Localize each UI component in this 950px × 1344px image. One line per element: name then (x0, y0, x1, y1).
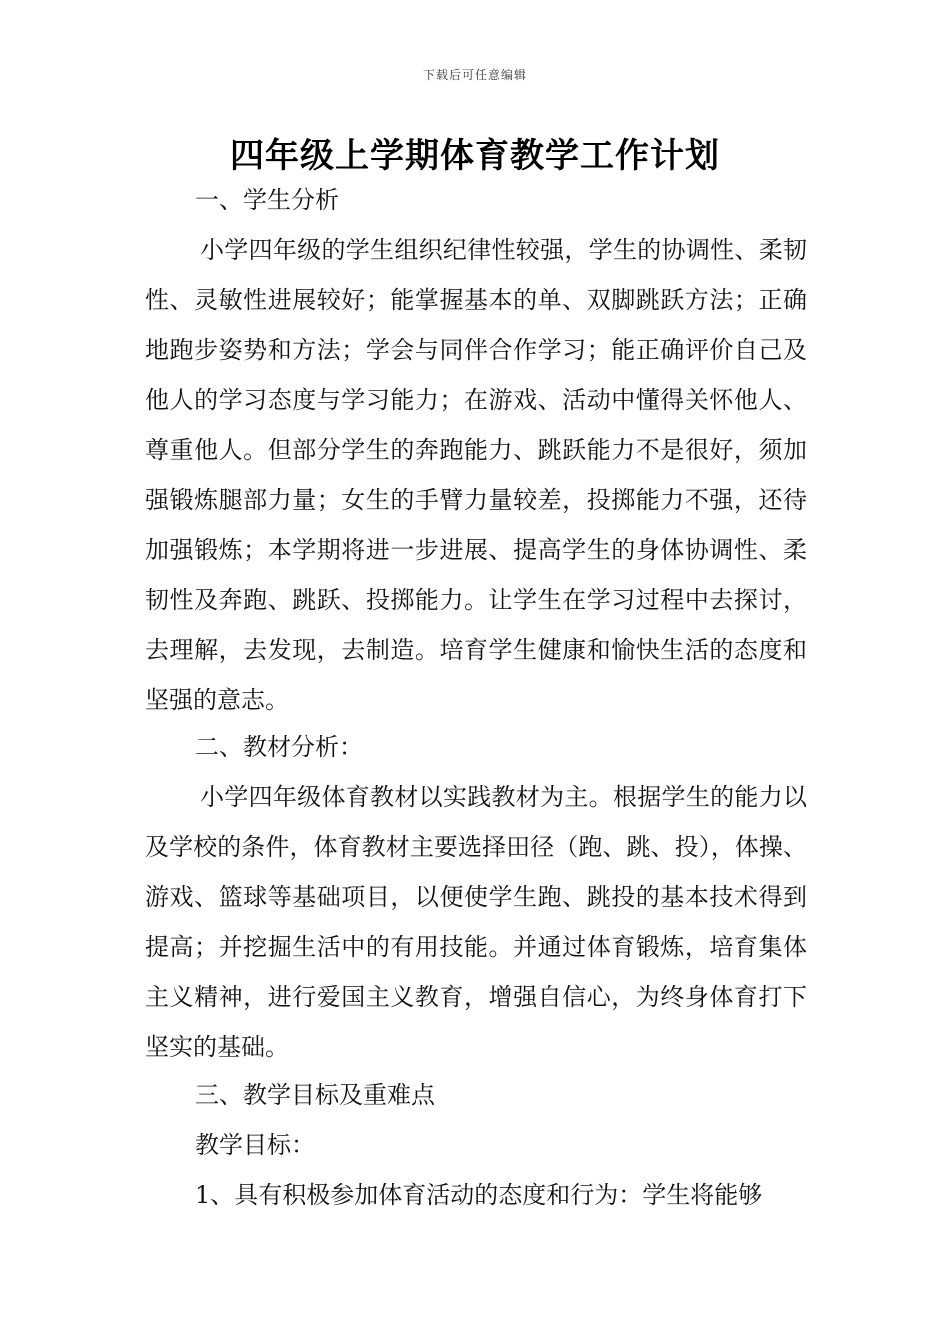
section-heading-2: 二、教材分析： (195, 733, 363, 761)
section-subheading-goals: 教学目标： (195, 1131, 315, 1159)
header-note: 下载后可任意编辑 (422, 68, 527, 82)
goal-item-1: 1、具有积极参加体育活动的态度和行为：学生将能够 (195, 1181, 763, 1209)
section-heading-3: 三、教学目标及重难点 (195, 1081, 435, 1109)
section-paragraph-1: 小学四年级的学生组织纪律性较强，学生的协调性、柔韧性、灵敏性进展较好；能掌握基本的单、双脚跳跃方法；正确地跑步姿势和方法；学会与同伴合作学习；能正确评价自己及他人的学习态度与学习能力；在游戏、活动中懂得关怀他人、尊重他人。但部分学生的奔跑能力、跳跃能力不是很好，须加强锻炼腿部力量；女生的手臂力量较差，投掷能力不强，还待加强锻炼；本学期将进一步进展、提高学生的身体协调性、柔韧性及奔跑、跳跃、投掷能力。让学生在学习过程中去探讨，去理解，去发现，去制造。培育学生健康和愉快生活的态度和坚强的意志。 (145, 236, 807, 714)
section-heading-1: 一、学生分析 (195, 186, 339, 214)
document-title: 四年级上学期体育教学工作计划 (230, 136, 720, 176)
section-paragraph-2: 小学四年级体育教材以实践教材为主。根据学生的能力以及学校的条件，体育教材主要选择田径（跑、跳、投），体操、游戏、篮球等基础项目，以便使学生跑、跳投的基本技术得到提高；并挖掘生活中的有用技能。并通过体育锻炼，培育集体主义精神，进行爱国主义教育，增强自信心，为终身体育打下坚实的基础。 (145, 783, 807, 1061)
